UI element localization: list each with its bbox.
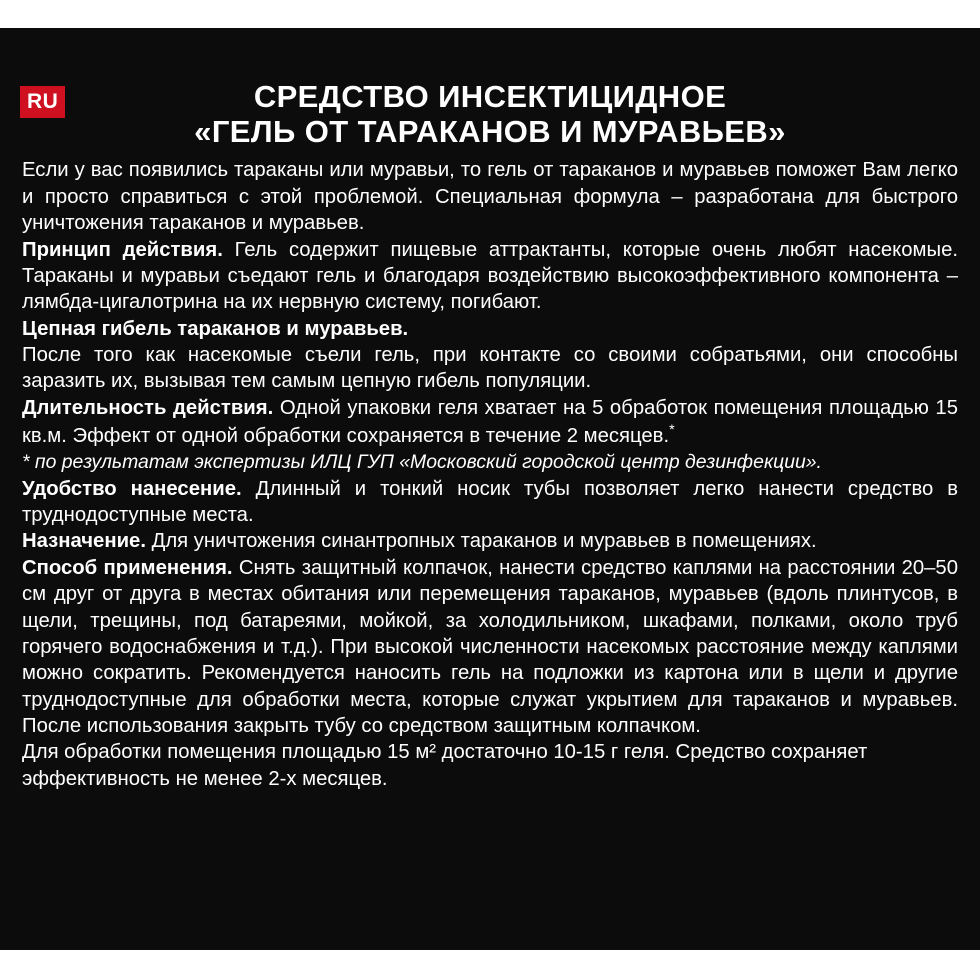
principle-lead: Принцип действия. — [22, 238, 223, 261]
paragraph-chain-death-heading — [22, 316, 958, 342]
duration-footnote-marker: * — [669, 422, 675, 439]
paragraph-purpose — [22, 528, 958, 554]
usage-lead: Способ применения. — [22, 556, 233, 579]
paragraph-footnote — [22, 449, 958, 475]
dosage-text: Для обработки помещения площадью 15 м² достаточно 10-15 г геля. Средство сохраняет эффективность не менее 2-х месяцев. — [22, 741, 868, 790]
footnote-text: * по результатам экспертизы ИЛЦ ГУП «Московский городской центр дезинфекции». — [22, 451, 822, 474]
paragraph-duration — [22, 395, 958, 450]
paragraph-usage — [22, 555, 958, 740]
duration-lead: Длительность действия. — [22, 396, 274, 419]
purpose-text: Для уничтожения синантропных тараканов и муравьев в помещениях. — [151, 530, 817, 553]
convenience-lead: Удобство нанесение. — [22, 477, 242, 500]
purpose-lead: Назначение. — [22, 530, 146, 553]
title-line-product-name: «ГЕЛЬ ОТ ТАРАКАНОВ И МУРАВЬЕВ» — [194, 113, 786, 149]
insecticide-label-panel — [0, 28, 980, 950]
principle-text: Гель содержит пищевые аттрактанты, которые очень любят насекомые. Тараканы и муравьи съедают гель и благодаря воздействию высокоэффективного компонента – лямбда-цигалотрина на их нервную систему, погибают. — [22, 238, 958, 314]
chain-death-text: После того как насекомые съели гель, при контакте со своими собратьями, они способны заразить их, вызывая тем самым цепную гибель популяции. — [22, 344, 958, 393]
paragraph-principle — [22, 237, 958, 316]
duration-text: Одной упаковки геля хватает на 5 обработок помещения площадью 15 кв.м. Эффект от одной обработки сохраняется в течение 2 месяцев. — [22, 396, 958, 447]
label-body-text — [18, 157, 962, 792]
paragraph-chain-death — [22, 342, 958, 395]
intro-text: Если у вас появились тараканы или муравьи, то гель от тараканов и муравьев поможет Вам легко и просто справиться с этой проблемой. Специальная формула – разработана для быстрого уничтожения тараканов и муравьев. — [22, 159, 958, 235]
convenience-text: Длинный и тонкий носик тубы позволяет легко нанести средство в труднодоступные места. — [22, 477, 959, 527]
chain-death-heading: Цепная гибель тараканов и муравьев. — [22, 317, 409, 340]
paragraph-dosage — [22, 739, 958, 792]
paragraph-intro — [22, 157, 958, 236]
paragraph-convenience — [22, 476, 958, 529]
title-line-product-type: СРЕДСТВО ИНСЕКТИЦИДНОЕ — [253, 79, 727, 114]
page-title — [18, 80, 962, 149]
usage-text: Снять защитный колпачок, нанести средство каплями на расстоянии 20–50 см друг от друга в местах обитания или перемещения тараканов, муравьев (вдоль плинтусов, в щели, трещины, под батареями, мойкой, за холодильником, шкафами, полками, около труб горячего водоснабжения и т.д.). При высокой численности насекомых расстояние между каплями можно сократить. Рекомендуется наносить гель на подложки из картона или в щели и другие труднодоступные для обработки места, которые служат укрытием для тараканов и муравьев. После использования закрыть тубу со средством защитным колпачком. — [22, 556, 958, 738]
ru-country-badge: RU — [20, 86, 65, 118]
